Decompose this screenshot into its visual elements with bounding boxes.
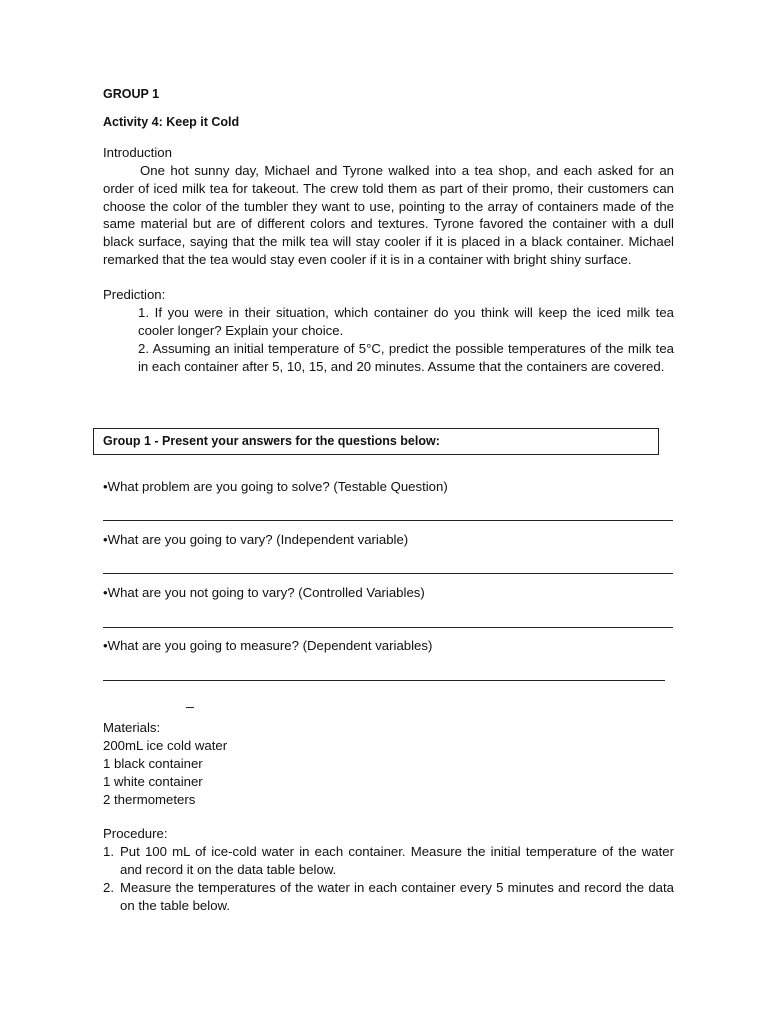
answer-line[interactable]: [103, 627, 673, 628]
introduction-paragraph: One hot sunny day, Michael and Tyrone walked into a tea shop, and each asked for an order of iced milk tea for takeout. The crew told them as part of their promo, their customers can choose the color of the tumbler they want to use, pointing to the array of containers made of the same material but are of different colors and textures. Tyrone favored the container with a dull black surface, saying that the milk tea will stay cooler if it is placed in a black container. Michael remarked that the tea would stay even cooler if it is in a container with bright shiny surface.: [103, 162, 674, 268]
procedure-step-text: Put 100 mL of ice-cold water in each container. Measure the initial temperature of the water and record it on the data table below.: [120, 844, 674, 877]
procedure-step-text: Measure the temperatures of the water in each container every 5 minutes and record the data on the table below.: [120, 880, 674, 913]
materials-heading: Materials:: [103, 720, 161, 735]
group-title: GROUP 1: [103, 87, 160, 101]
procedure-step: [103, 879, 674, 915]
answer-line[interactable]: [103, 680, 665, 681]
activity-title: Activity 4: Keep it Cold: [103, 114, 240, 129]
procedure-step: [103, 843, 674, 879]
prediction-item: 2. Assuming an initial temperature of 5°C, predict the possible temperatures of the milk tea in each container after 5, 10, 15, and 20 minutes. Assume that the containers are covered.: [138, 340, 674, 374]
worksheet-body: [103, 86, 674, 395]
answer-line[interactable]: [103, 573, 673, 574]
introduction-heading: Introduction: [103, 144, 172, 160]
procedure-heading: Procedure:: [103, 826, 168, 841]
procedure-section: [103, 825, 674, 915]
materials-section: [103, 719, 227, 809]
material-item: 1 black container: [103, 756, 203, 771]
question-testable: •What problem are you going to solve? (Testable Question): [103, 479, 448, 494]
prediction-item: 1. If you were in their situation, which container do you think will keep the iced milk tea cooler longer? Explain your choice.: [138, 305, 674, 338]
question-dependent-variables: •What are you going to measure? (Dependent variables): [103, 638, 433, 653]
procedure-step-number: 2.: [103, 880, 114, 895]
question-independent-variable: •What are you going to vary? (Independent variable): [103, 532, 409, 547]
materials-list: [103, 737, 227, 809]
material-item: 2 thermometers: [103, 792, 196, 807]
instruction-box: Group 1 - Present your answers for the questions below:: [93, 428, 659, 455]
answer-line[interactable]: [103, 520, 673, 521]
prediction-heading: Prediction:: [103, 287, 166, 303]
material-item: 1 white container: [103, 774, 203, 789]
procedure-step-number: 1.: [103, 844, 114, 859]
prediction-list: [138, 304, 674, 376]
question-controlled-variables: •What are you not going to vary? (Controlled Variables): [103, 585, 425, 600]
procedure-list: [103, 843, 674, 915]
dash-mark: [186, 707, 194, 708]
material-item: 200mL ice cold water: [103, 738, 228, 753]
